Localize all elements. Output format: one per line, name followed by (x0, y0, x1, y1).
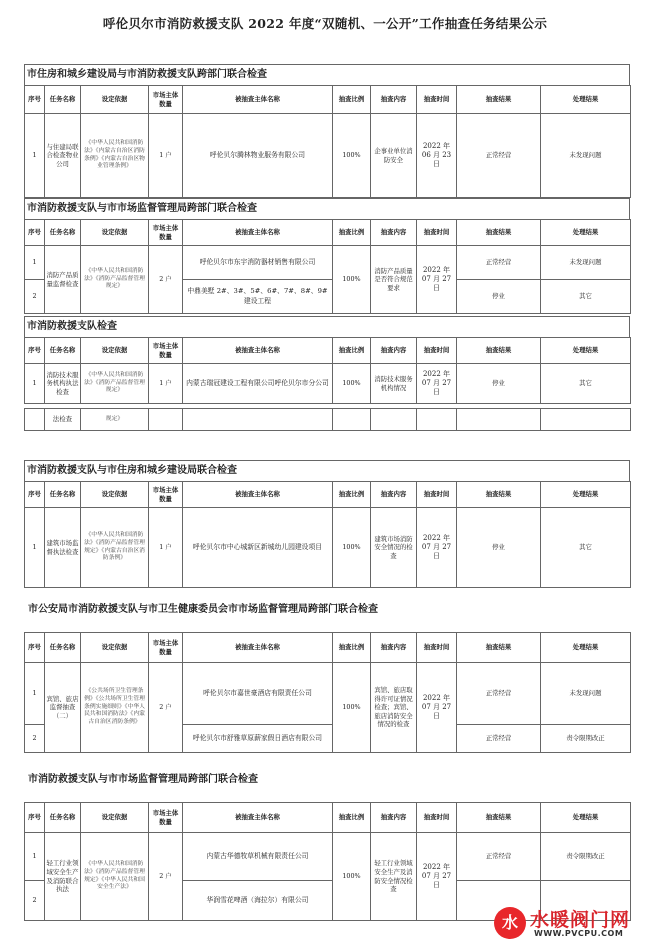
section-fire-dept-check (24, 316, 630, 404)
section-heading: 市消防救援支队与市住房和城乡建设局联合检查 (24, 460, 630, 481)
header-handle: 处理结果 (541, 803, 631, 833)
cell-no: 1 (25, 663, 45, 725)
cell-no: 1 (25, 114, 45, 198)
header-basis: 设定依据 (81, 338, 149, 364)
cell-task: 法检查 (45, 409, 81, 431)
cell-no: 2 (25, 280, 45, 314)
cell-ratio: 100% (333, 663, 371, 753)
cell-no: 2 (25, 725, 45, 753)
cell-task: 消防产品质量监督检查 (45, 246, 81, 314)
cell-no: 1 (25, 364, 45, 404)
header-ratio: 抽查比例 (333, 338, 371, 364)
watermark-logo-icon: 水 (494, 907, 526, 939)
cell-result: 停业 (457, 508, 541, 588)
cell-entity: 内蒙古华德牧草机械有限责任公司 (183, 833, 333, 881)
cell-handle: 未发现问题 (541, 246, 631, 280)
section-housing-joint-check (24, 64, 630, 198)
cell-date: 2022 年 07 月 27 日 (417, 508, 457, 588)
header-entity: 被抽查主体名称 (183, 220, 333, 246)
table-row (25, 663, 631, 725)
table-row (25, 508, 631, 588)
cell-task: 轻工行业领域安全生产及消防联合执法 (45, 833, 81, 921)
cell-date: 2022 年 06 月 23 日 (417, 114, 457, 198)
cell-no: 1 (25, 508, 45, 588)
cell-entity: 呼伦贝尔市嘉世豪酒店有限责任公司 (183, 663, 333, 725)
header-entity: 被抽查主体名称 (183, 803, 333, 833)
table-row (25, 364, 631, 404)
header-no: 序号 (25, 86, 45, 114)
header-content: 抽查内容 (371, 86, 417, 114)
cell-result: 正常经营 (457, 833, 541, 881)
site-watermark[interactable] (494, 905, 644, 943)
cell-content: 宾馆、旅店取得许可证情况检查；宾馆、旅店消防安全情况的检查 (371, 663, 417, 753)
header-content: 抽查内容 (371, 803, 417, 833)
header-task: 任务名称 (45, 86, 81, 114)
cell-qty (149, 409, 183, 431)
section-heading: 市消防救援支队检查 (24, 316, 630, 337)
cell-qty: 1 户 (149, 114, 183, 198)
fragment-table (24, 408, 631, 431)
cell-result: 停业 (457, 364, 541, 404)
header-content: 抽查内容 (371, 338, 417, 364)
cell-handle: 其它 (541, 364, 631, 404)
header-no: 序号 (25, 633, 45, 663)
table-header-row (25, 803, 631, 833)
section-heading: 市消防救援支队与市市场监督管理局跨部门联合检查 (24, 198, 630, 219)
header-qty: 市场主体数量 (149, 220, 183, 246)
cell-content: 轻工行业领域安全生产及消防安全情况检查 (371, 833, 417, 921)
cell-result: 正常经营 (457, 114, 541, 198)
header-entity: 被抽查主体名称 (183, 338, 333, 364)
inspection-table (24, 219, 631, 314)
cell-result (457, 409, 541, 431)
table-header-row (25, 633, 631, 663)
header-basis: 设定依据 (81, 220, 149, 246)
cell-no: 1 (25, 246, 45, 280)
header-ratio: 抽查比例 (333, 86, 371, 114)
header-handle: 处理结果 (541, 633, 631, 663)
cell-basis: 《中华人民共和国消防法》《消防产品监督管理规定》 (81, 364, 149, 404)
table-row (25, 246, 631, 280)
header-basis: 设定依据 (81, 482, 149, 508)
header-content: 抽查内容 (371, 220, 417, 246)
header-date: 抽查时间 (417, 220, 457, 246)
header-ratio: 抽查比例 (333, 803, 371, 833)
cell-handle: 未发现问题 (541, 114, 631, 198)
cell-result: 正常经营 (457, 725, 541, 753)
cell-entity: 呼伦贝尔腾林物业服务有限公司 (183, 114, 333, 198)
cell-ratio (333, 409, 371, 431)
cell-date: 2022 年 07 月 27 日 (417, 833, 457, 921)
page-title: 呼伦贝尔市消防救援支队 2022 年度“双随机、一公开”工作抽查任务结果公示 (102, 16, 548, 31)
header-basis: 设定依据 (81, 633, 149, 663)
header-qty: 市场主体数量 (149, 86, 183, 114)
header-no: 序号 (25, 803, 45, 833)
cell-content: 建筑市场消防安全情况的检查 (371, 508, 417, 588)
cell-entity: 内蒙古瑞冠建设工程有限公司呼伦贝尔市分公司 (183, 364, 333, 404)
header-result: 抽查结果 (457, 220, 541, 246)
cell-ratio: 100% (333, 508, 371, 588)
header-result: 抽查结果 (457, 338, 541, 364)
cell-handle: 其它 (541, 280, 631, 314)
header-basis: 设定依据 (81, 803, 149, 833)
header-entity: 被抽查主体名称 (183, 482, 333, 508)
header-qty: 市场主体数量 (149, 482, 183, 508)
cell-task: 建筑市场监督执法检查 (45, 508, 81, 588)
cell-task: 消防技术服务机构执法检查 (45, 364, 81, 404)
header-task: 任务名称 (45, 803, 81, 833)
header-task: 任务名称 (45, 633, 81, 663)
cell-basis: 《中华人民共和国消防法》《消防产品监督管理规定》《中华人民共和国安全生产法》 (81, 833, 149, 921)
cell-entity: 呼伦贝尔市舒雅草原薪家假日酒店有限公司 (183, 725, 333, 753)
section-heading: 市住房和城乡建设局与市消防救援支队跨部门联合检查 (24, 64, 630, 85)
cell-basis: 规定》 (81, 409, 149, 431)
cell-result: 正常经营 (457, 246, 541, 280)
header-qty: 市场主体数量 (149, 803, 183, 833)
header-no: 序号 (25, 220, 45, 246)
cell-content: 企事业单位消防安全 (371, 114, 417, 198)
table-header-row (25, 220, 631, 246)
header-task: 任务名称 (45, 220, 81, 246)
cell-entity: 中鼎美墅 2#、3#、5#、6#、7#、8#、9#建设工程 (183, 280, 333, 314)
header-task: 任务名称 (45, 482, 81, 508)
table-row (25, 409, 631, 431)
cell-date: 2022 年 07 月 27 日 (417, 663, 457, 753)
section-heading: 市公安局市消防救援支队与市卫生健康委员会市市场监督管理局跨部门联合检查 (24, 600, 630, 620)
cell-qty: 2 户 (149, 663, 183, 753)
cell-entity: 华润雪花啤酒（海拉尔）有限公司 (183, 881, 333, 921)
cell-no (25, 409, 45, 431)
header-no: 序号 (25, 482, 45, 508)
cell-no: 1 (25, 833, 45, 881)
header-ratio: 抽查比例 (333, 633, 371, 663)
cell-qty: 2 户 (149, 833, 183, 921)
header-entity: 被抽查主体名称 (183, 633, 333, 663)
section-market-joint-check-2 (24, 770, 630, 921)
cell-date: 2022 年 07 月 27 日 (417, 364, 457, 404)
cell-date: 2022 年 07 月 27 日 (417, 246, 457, 314)
header-qty: 市场主体数量 (149, 338, 183, 364)
cell-qty: 1 户 (149, 508, 183, 588)
header-ratio: 抽查比例 (333, 220, 371, 246)
cell-basis: 《中华人民共和国消防法》《消防产品监督管理规定》《内蒙古自治区消防条例》 (81, 508, 149, 588)
cell-no: 2 (25, 881, 45, 921)
cell-result: 正常经营 (457, 663, 541, 725)
inspection-table (24, 337, 631, 404)
cell-content (371, 409, 417, 431)
table-header-row (25, 482, 631, 508)
header-date: 抽查时间 (417, 633, 457, 663)
cell-task: 与住建局联合检查物业公司 (45, 114, 81, 198)
inspection-table (24, 85, 631, 198)
inspection-table (24, 802, 631, 921)
cell-entity: 呼伦贝尔市中心城新区新城幼儿园建设项目 (183, 508, 333, 588)
cell-entity: 呼伦贝尔市东宇消防器材销售有限公司 (183, 246, 333, 280)
inspection-table (24, 481, 631, 588)
inspection-table (24, 632, 631, 753)
header-result: 抽查结果 (457, 482, 541, 508)
section-fire-housing-check (24, 460, 630, 588)
cell-qty: 2 户 (149, 246, 183, 314)
page-break-fragment (24, 408, 630, 431)
header-date: 抽查时间 (417, 86, 457, 114)
cell-basis: 《公共场所卫生管理条例》《公共场所卫生管理条例实施细则》《中华人民共和国消防法》《内蒙古自治区消防条例》 (81, 663, 149, 753)
table-header-row (25, 86, 631, 114)
header-handle: 处理结果 (541, 338, 631, 364)
cell-result: 停业 (457, 280, 541, 314)
header-date: 抽查时间 (417, 482, 457, 508)
cell-basis: 《中华人民共和国消防法》《消防产品监督管理规定》 (81, 246, 149, 314)
cell-handle: 其它 (541, 508, 631, 588)
cell-content: 消防技术服务机构情况 (371, 364, 417, 404)
header-content: 抽查内容 (371, 633, 417, 663)
watermark-brand: 水暖阀门网 (530, 909, 631, 931)
header-result: 抽查结果 (457, 86, 541, 114)
cell-ratio: 100% (333, 114, 371, 198)
cell-basis: 《中华人民共和国消防法》《内蒙古自治区消防条例》《内蒙古自治区物业管理条例》 (81, 114, 149, 198)
table-header-row (25, 338, 631, 364)
header-entity: 被抽查主体名称 (183, 86, 333, 114)
header-result: 抽查结果 (457, 803, 541, 833)
cell-qty: 1 户 (149, 364, 183, 404)
header-task: 任务名称 (45, 338, 81, 364)
table-row (25, 114, 631, 198)
cell-handle: 责令限期改正 (541, 833, 631, 881)
cell-task: 宾馆、旅店监督抽查（二） (45, 663, 81, 753)
header-date: 抽查时间 (417, 338, 457, 364)
header-result: 抽查结果 (457, 633, 541, 663)
cell-handle (541, 409, 631, 431)
watermark-url[interactable]: WWW.PVCPU.COM (534, 929, 624, 938)
table-row (25, 833, 631, 881)
header-handle: 处理结果 (541, 86, 631, 114)
header-handle: 处理结果 (541, 220, 631, 246)
cell-entity (183, 409, 333, 431)
header-handle: 处理结果 (541, 482, 631, 508)
header-no: 序号 (25, 338, 45, 364)
header-content: 抽查内容 (371, 482, 417, 508)
cell-handle: 未发现问题 (541, 663, 631, 725)
section-market-joint-check (24, 198, 630, 314)
cell-ratio: 100% (333, 246, 371, 314)
section-multi-dept-check (24, 600, 630, 753)
cell-content: 消防产品质量是否符合规范要求 (371, 246, 417, 314)
cell-date (417, 409, 457, 431)
header-qty: 市场主体数量 (149, 633, 183, 663)
header-ratio: 抽查比例 (333, 482, 371, 508)
cell-ratio: 100% (333, 364, 371, 404)
cell-handle: 责令限期改正 (541, 725, 631, 753)
cell-ratio: 100% (333, 833, 371, 921)
header-date: 抽查时间 (417, 803, 457, 833)
header-basis: 设定依据 (81, 86, 149, 114)
section-heading: 市消防救援支队与市市场监督管理局跨部门联合检查 (24, 770, 630, 790)
